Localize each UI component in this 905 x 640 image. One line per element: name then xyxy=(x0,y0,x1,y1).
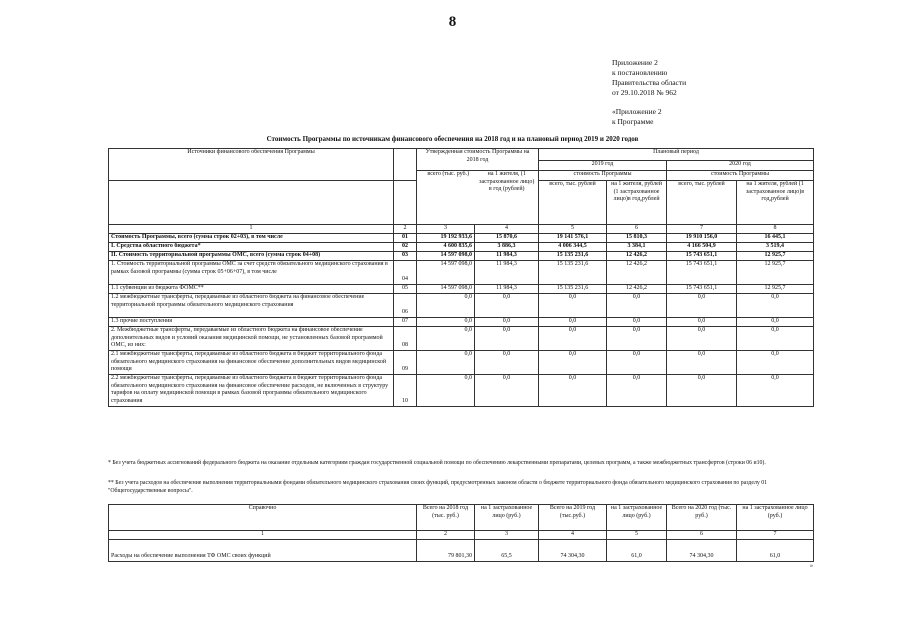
page-number: 8 xyxy=(448,14,457,30)
table-row xyxy=(109,294,814,318)
row-value: 15 743 651,1 xyxy=(667,252,737,261)
ref-row-value: 65,5 xyxy=(475,540,539,562)
ref-header: на 1 застрахованное лицо (руб.) xyxy=(475,505,539,531)
row-code: 05 xyxy=(394,285,417,294)
row-value: 0,0 xyxy=(475,294,539,318)
row-value: 0,0 xyxy=(539,294,607,318)
header-total-2019: всего, тыс. рублей xyxy=(539,181,607,225)
header-per-capita-2020: на 1 жителя, рублей (1 застрахованное лицо)в год,рублей xyxy=(737,181,814,225)
row-value: 12 925,7 xyxy=(737,252,814,261)
ref-col-number: 3 xyxy=(475,531,539,540)
ref-col-number: 4 xyxy=(539,531,607,540)
ref-header: Всего на 2018 год (тыс. руб.) xyxy=(417,505,475,531)
footnote-1: * Без учета бюджетных ассигнований федерального бюджета на оказание отдельным категориям граждан государственной социальной помощи по обеспечению лекарственными препаратами, целевых программ, а также межбюджетных трансфертов (строки 06 и10). xyxy=(108,460,766,466)
row-value: 0,0 xyxy=(737,327,814,351)
table-row xyxy=(109,285,814,294)
row-value: 0,0 xyxy=(607,375,667,407)
row-value: 19 141 576,1 xyxy=(539,234,607,243)
row-value: 0,0 xyxy=(475,375,539,407)
row-value: 12 925,7 xyxy=(737,285,814,294)
appendix-line: от 29.10.2018 № 962 xyxy=(612,88,677,97)
row-value: 0,0 xyxy=(417,294,475,318)
row-value: 19 910 156,0 xyxy=(667,234,737,243)
row-value: 0,0 xyxy=(667,294,737,318)
ref-row-value: 74 304,30 xyxy=(539,540,607,562)
ref-row-value: 79 801,30 xyxy=(417,540,475,562)
header-2020: 2020 год xyxy=(667,161,814,171)
footnote-2: ** Без учета расходов на обеспечение выполнения территориальными фондами обязательного медицинского страхования своих функций, предусмотренных законом области о бюджете территориального фонда обязательного медицинского страхования по разделу 01 "Общегосударственные вопросы". xyxy=(108,480,767,494)
row-value: 12 426,2 xyxy=(607,252,667,261)
ref-header: Всего на 2020 год (тыс. руб.) xyxy=(667,505,737,531)
row-value: 0,0 xyxy=(475,351,539,375)
row-label: 1.1 субвенции из бюджета ФОМС** xyxy=(109,285,394,294)
row-value: 0,0 xyxy=(475,318,539,327)
row-value: 0,0 xyxy=(607,351,667,375)
col-number: 1 xyxy=(109,225,394,234)
appendix-line: Правительства области xyxy=(612,78,687,87)
header-total-2018: всего (тыс. руб.) xyxy=(427,171,470,177)
row-label: 1.2 межбюджетные трансферты, передаваемые из областного бюджета на финансовое обеспечение территориальной программы обязательного медицинского страхования xyxy=(109,294,394,318)
row-value: 12 426,2 xyxy=(607,285,667,294)
appendix-header xyxy=(612,58,686,127)
header-per-capita-2018: на 1 жителя, (1 застрахованное лицо) в год (рублей) xyxy=(479,171,535,193)
row-value: 15 135 231,6 xyxy=(539,285,607,294)
row-value: 15 135 231,6 xyxy=(539,252,607,261)
row-value: 0,0 xyxy=(417,375,475,407)
row-value: 0,0 xyxy=(607,327,667,351)
row-value: 15 135 231,6 xyxy=(539,261,607,285)
row-value: 0,0 xyxy=(417,327,475,351)
col-number: 7 xyxy=(667,225,737,234)
table-row xyxy=(109,327,814,351)
table-row xyxy=(109,375,814,407)
header-code xyxy=(394,149,417,181)
appendix-line: «Приложение 2 xyxy=(612,107,662,116)
row-label: 1.3 прочие поступления xyxy=(109,318,394,327)
header-left-blank xyxy=(109,181,394,225)
header-approved: Утвержденная стоимость Программы на 2018 год xyxy=(417,149,539,171)
table-row xyxy=(109,318,814,327)
row-value: 0,0 xyxy=(737,375,814,407)
row-label: 2. Межбюджетные трансферты, передаваемые из областного бюджета на финансовое обеспечение дополнительных видов и условий оказания медицинской помощи, не установленных базовой программой ОМС, из них: xyxy=(109,327,394,351)
row-code: 02 xyxy=(394,243,417,252)
row-value: 0,0 xyxy=(539,327,607,351)
row-code: 01 xyxy=(394,234,417,243)
header-code-blank xyxy=(394,181,417,225)
row-value: 4 006 344,5 xyxy=(539,243,607,252)
ref-header: на 1 застрахованное лицо (руб.) xyxy=(737,505,814,531)
row-value: 0,0 xyxy=(737,351,814,375)
reference-table xyxy=(108,504,814,562)
row-label: I. Средства областного бюджета* xyxy=(109,243,394,252)
row-value: 4 600 835,6 xyxy=(417,243,475,252)
ref-col-number: 2 xyxy=(417,531,475,540)
row-code: 10 xyxy=(394,375,417,407)
table-row xyxy=(109,261,814,285)
row-value: 15 743 651,1 xyxy=(667,261,737,285)
ref-header: Всего на 2019 год (тыс.руб.) xyxy=(539,505,607,531)
row-label: 1. Стоимость территориальной программы ОМС за счет средств обязательного медицинского страхования в рамках базовой программы (сумма строк 05+06+07), в том числе xyxy=(109,261,394,285)
row-value: 15 810,3 xyxy=(607,234,667,243)
row-value: 0,0 xyxy=(737,318,814,327)
ref-row-label: Расходы на обеспечение выполнения ТФ ОМС своих функций xyxy=(109,540,417,562)
row-value: 14 597 098,0 xyxy=(417,285,475,294)
row-label: II. Стоимость территориальной программы ОМС, всего (сумма строк 04+08) xyxy=(109,252,394,261)
column-number-row xyxy=(109,225,814,234)
row-value: 0,0 xyxy=(539,318,607,327)
row-value: 0,0 xyxy=(417,351,475,375)
col-number: 2 xyxy=(394,225,417,234)
row-value: 15 743 651,1 xyxy=(667,285,737,294)
row-value: 0,0 xyxy=(607,318,667,327)
table-row xyxy=(109,234,814,243)
col-number: 3 xyxy=(417,225,475,234)
row-code: 03 xyxy=(394,252,417,261)
row-value: 0,0 xyxy=(667,327,737,351)
row-value: 11 984,3 xyxy=(475,261,539,285)
appendix-line: Приложение 2 xyxy=(612,58,658,67)
row-value: 15 870,6 xyxy=(475,234,539,243)
row-value: 12 925,7 xyxy=(737,261,814,285)
row-value: 16 445,1 xyxy=(737,234,814,243)
col-number: 8 xyxy=(737,225,814,234)
program-cost-table xyxy=(108,148,814,407)
row-value: 11 984,3 xyxy=(475,285,539,294)
ref-row-value: 61,0 xyxy=(607,540,667,562)
row-value: 3 886,3 xyxy=(475,243,539,252)
col-number: 5 xyxy=(539,225,607,234)
row-label: 2.1 межбюджетные трансферты, передаваемые из областного бюджета в бюджет территориального фонда обязательного медицинского страхования на финансовое обеспечение дополнительных видов медицинской помощи xyxy=(109,351,394,375)
row-value: 14 597 098,0 xyxy=(417,252,475,261)
row-value: 0,0 xyxy=(417,318,475,327)
document-title: Стоимость Программы по источникам финансового обеспечения на 2018 год и на плановый период 2019 и 2020 годов xyxy=(266,135,639,143)
header-cost-2020: стоимость Программы xyxy=(667,171,814,181)
header-2019: 2019 год xyxy=(539,161,667,171)
row-value: 0,0 xyxy=(737,294,814,318)
row-value: 0,0 xyxy=(607,294,667,318)
row-code: 08 xyxy=(394,327,417,351)
row-code: 07 xyxy=(394,318,417,327)
table-row xyxy=(109,243,814,252)
row-value: 0,0 xyxy=(539,375,607,407)
ref-col-number: 1 xyxy=(109,531,417,540)
row-code: 06 xyxy=(394,294,417,318)
row-code: 04 xyxy=(394,261,417,285)
row-value: 0,0 xyxy=(667,375,737,407)
col-number: 4 xyxy=(475,225,539,234)
closing-quote: » xyxy=(810,563,813,569)
row-label: Стоимость Программы, всего (сумма строк 02+03), в том числе xyxy=(109,234,394,243)
header-cost-2019: стоимость Программы xyxy=(539,171,667,181)
ref-col-number: 7 xyxy=(737,531,814,540)
table-row xyxy=(109,351,814,375)
row-value: 3 384,1 xyxy=(607,243,667,252)
ref-header: Справочно xyxy=(109,505,417,531)
header-planned: Плановый период xyxy=(539,149,814,161)
col-number: 6 xyxy=(607,225,667,234)
table-row xyxy=(109,252,814,261)
row-value: 0,0 xyxy=(539,351,607,375)
ref-col-number: 6 xyxy=(667,531,737,540)
appendix-line: к постановлению xyxy=(612,68,668,77)
row-value: 0,0 xyxy=(475,327,539,351)
row-value: 0,0 xyxy=(667,318,737,327)
header-per-capita-2019: на 1 жителя, рублей (1 застрахованное лицо)в год,рублей xyxy=(607,181,667,225)
row-value: 4 166 504,9 xyxy=(667,243,737,252)
row-value: 0,0 xyxy=(667,351,737,375)
ref-row-value: 61,0 xyxy=(737,540,814,562)
row-value: 11 984,3 xyxy=(475,252,539,261)
ref-row-value: 74 304,30 xyxy=(667,540,737,562)
header-subcols-2018 xyxy=(417,171,539,225)
ref-header: на 1 застрахованное лицо (руб.) xyxy=(607,505,667,531)
ref-col-number: 5 xyxy=(607,531,667,540)
header-sources: Источники финансового обеспечения Программы xyxy=(109,149,394,181)
row-value: 3 519,4 xyxy=(737,243,814,252)
appendix-line: к Программе xyxy=(612,117,654,126)
row-label: 2.2 межбюджетные трансферты, передаваемые из областного бюджета в бюджет территориального фонда обязательного медицинского страхования на финансовое обеспечение расходов, не включенных в структуру тарифов на оплату медицинской помощи в рамках базовой программы обязательного медицинского страхования xyxy=(109,375,394,407)
row-code: 09 xyxy=(394,351,417,375)
row-value: 19 192 933,6 xyxy=(417,234,475,243)
row-value: 14 597 098,0 xyxy=(417,261,475,285)
row-value: 12 426,2 xyxy=(607,261,667,285)
header-total-2020: всего, тыс. рублей xyxy=(667,181,737,225)
